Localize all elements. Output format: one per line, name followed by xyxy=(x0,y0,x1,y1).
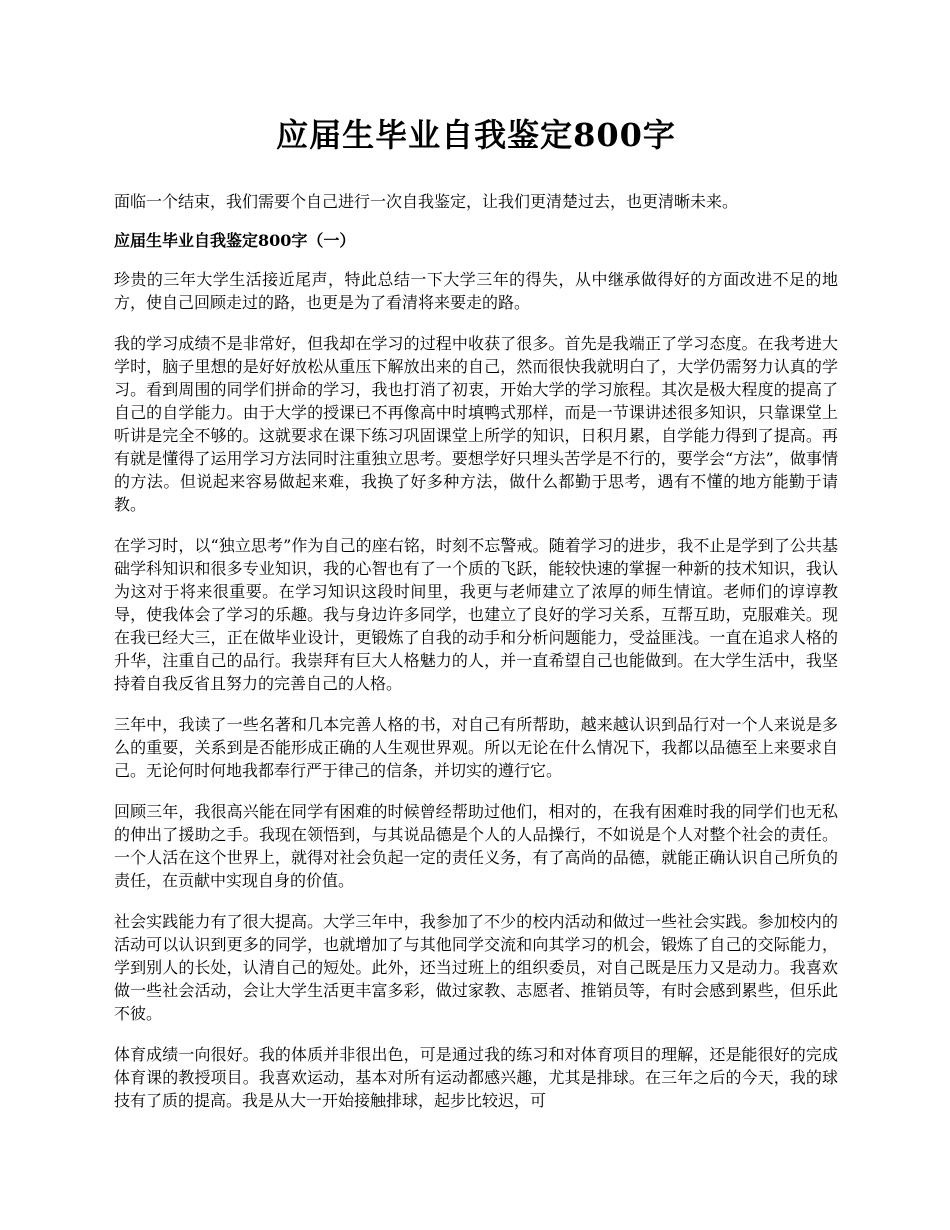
document-title: 应届生毕业自我鉴定800字 xyxy=(276,116,676,154)
document-page xyxy=(114,110,838,1110)
body-paragraph: 三年中，我读了一些名著和几本完善人格的书，对自己有所帮助，越来越认识到品行对一个人来说是多么的重要，关系到是否能形成正确的人生观世界观。所以无论在什么情况下，我都以品德至上来要求自己。无论何时何地我都奉行严于律己的信条，并切实的遵行它。 xyxy=(114,715,838,780)
section-heading: 应届生毕业自我鉴定800字（一） xyxy=(114,231,356,250)
body-paragraph: 体育成绩一向很好。我的体质并非很出色，可是通过我的练习和对体育项目的理解，还是能很好的完成体育课的教授项目。我喜欢运动，基本对所有运动都感兴趣，尤其是排球。在三年之后的今天，我的球技有了质的提高。我是从大一开始接触排球，起步比较迟，可 xyxy=(114,1045,838,1110)
body-paragraph: 我的学习成绩不是非常好，但我却在学习的过程中收获了很多。首先是我端正了学习态度。在我考进大学时，脑子里想的是好好放松从重压下解放出来的自己，然而很快我就明白了，大学仍需努力认真的学习。看到周围的同学们拼命的学习，我也打消了初衷，开始大学的学习旅程。其次是极大程度的提高了自己的自学能力。由于大学的授课已不再像高中时填鸭式那样，而是一节课讲述很多知识，只靠课堂上听讲是完全不够的。这就要求在课下练习巩固课堂上所学的知识，日积月累，自学能力得到了提高。再有就是懂得了运用学习方法同时注重独立思考。要想学好只埋头苦学是不行的，要学会“方法”，做事情的方法。但说起来容易做起来难，我换了好多种方法，做什么都勤于思考，遇有不懂的地方能勤于请教。 xyxy=(114,334,838,514)
body-paragraph: 回顾三年，我很高兴能在同学有困难的时候曾经帮助过他们，相对的，在我有困难时我的同学们也无私的伸出了援助之手。我现在领悟到，与其说品德是个人的人品操行，不如说是个人对整个社会的责任。一个人活在这个世界上，就得对社会负起一定的责任义务，有了高尚的品德，就能正确认识自己所负的责任，在贡献中实现自身的价值。 xyxy=(114,802,838,890)
body-paragraph: 珍贵的三年大学生活接近尾声，特此总结一下大学三年的得失，从中继承做得好的方面改进不足的地方，使自己回顾走过的路，也更是为了看清将来要走的路。 xyxy=(114,270,838,312)
intro-paragraph: 面临一个结束，我们需要个自己进行一次自我鉴定，让我们更清楚过去，也更清晰未来。 xyxy=(114,192,739,211)
body-paragraph: 社会实践能力有了很大提高。大学三年中，我参加了不少的校内活动和做过一些社会实践。参加校内的活动可以认识到更多的同学，也就增加了与其他同学交流和向其学习的机会，锻炼了自己的交际能力，学到别人的长处，认清自己的短处。此外，还当过班上的组织委员，对自己既是压力又是动力。我喜欢做一些社会活动，会让大学生活更丰富多彩，做过家教、志愿者、推销员等，有时会感到累些，但乐此不彼。 xyxy=(114,912,838,1023)
body-paragraph: 在学习时，以“独立思考”作为自己的座右铭，时刻不忘警戒。随着学习的进步，我不止是学到了公共基础学科知识和很多专业知识，我的心智也有了一个质的飞跃，能较快速的掌握一种新的技术知识，我认为这对于将来很重要。在学习知识这段时间里，我更与老师建立了浓厚的师生情谊。老师们的谆谆教导，使我体会了学习的乐趣。我与身边许多同学，也建立了良好的学习关系，互帮互助，克服难关。现在我已经大三，正在做毕业设计，更锻炼了自我的动手和分析问题能力，受益匪浅。一直在追求人格的升华，注重自己的品行。我崇拜有巨大人格魅力的人，并一直希望自己也能做到。在大学生活中，我坚持着自我反省且努力的完善自己的人格。 xyxy=(114,536,838,693)
